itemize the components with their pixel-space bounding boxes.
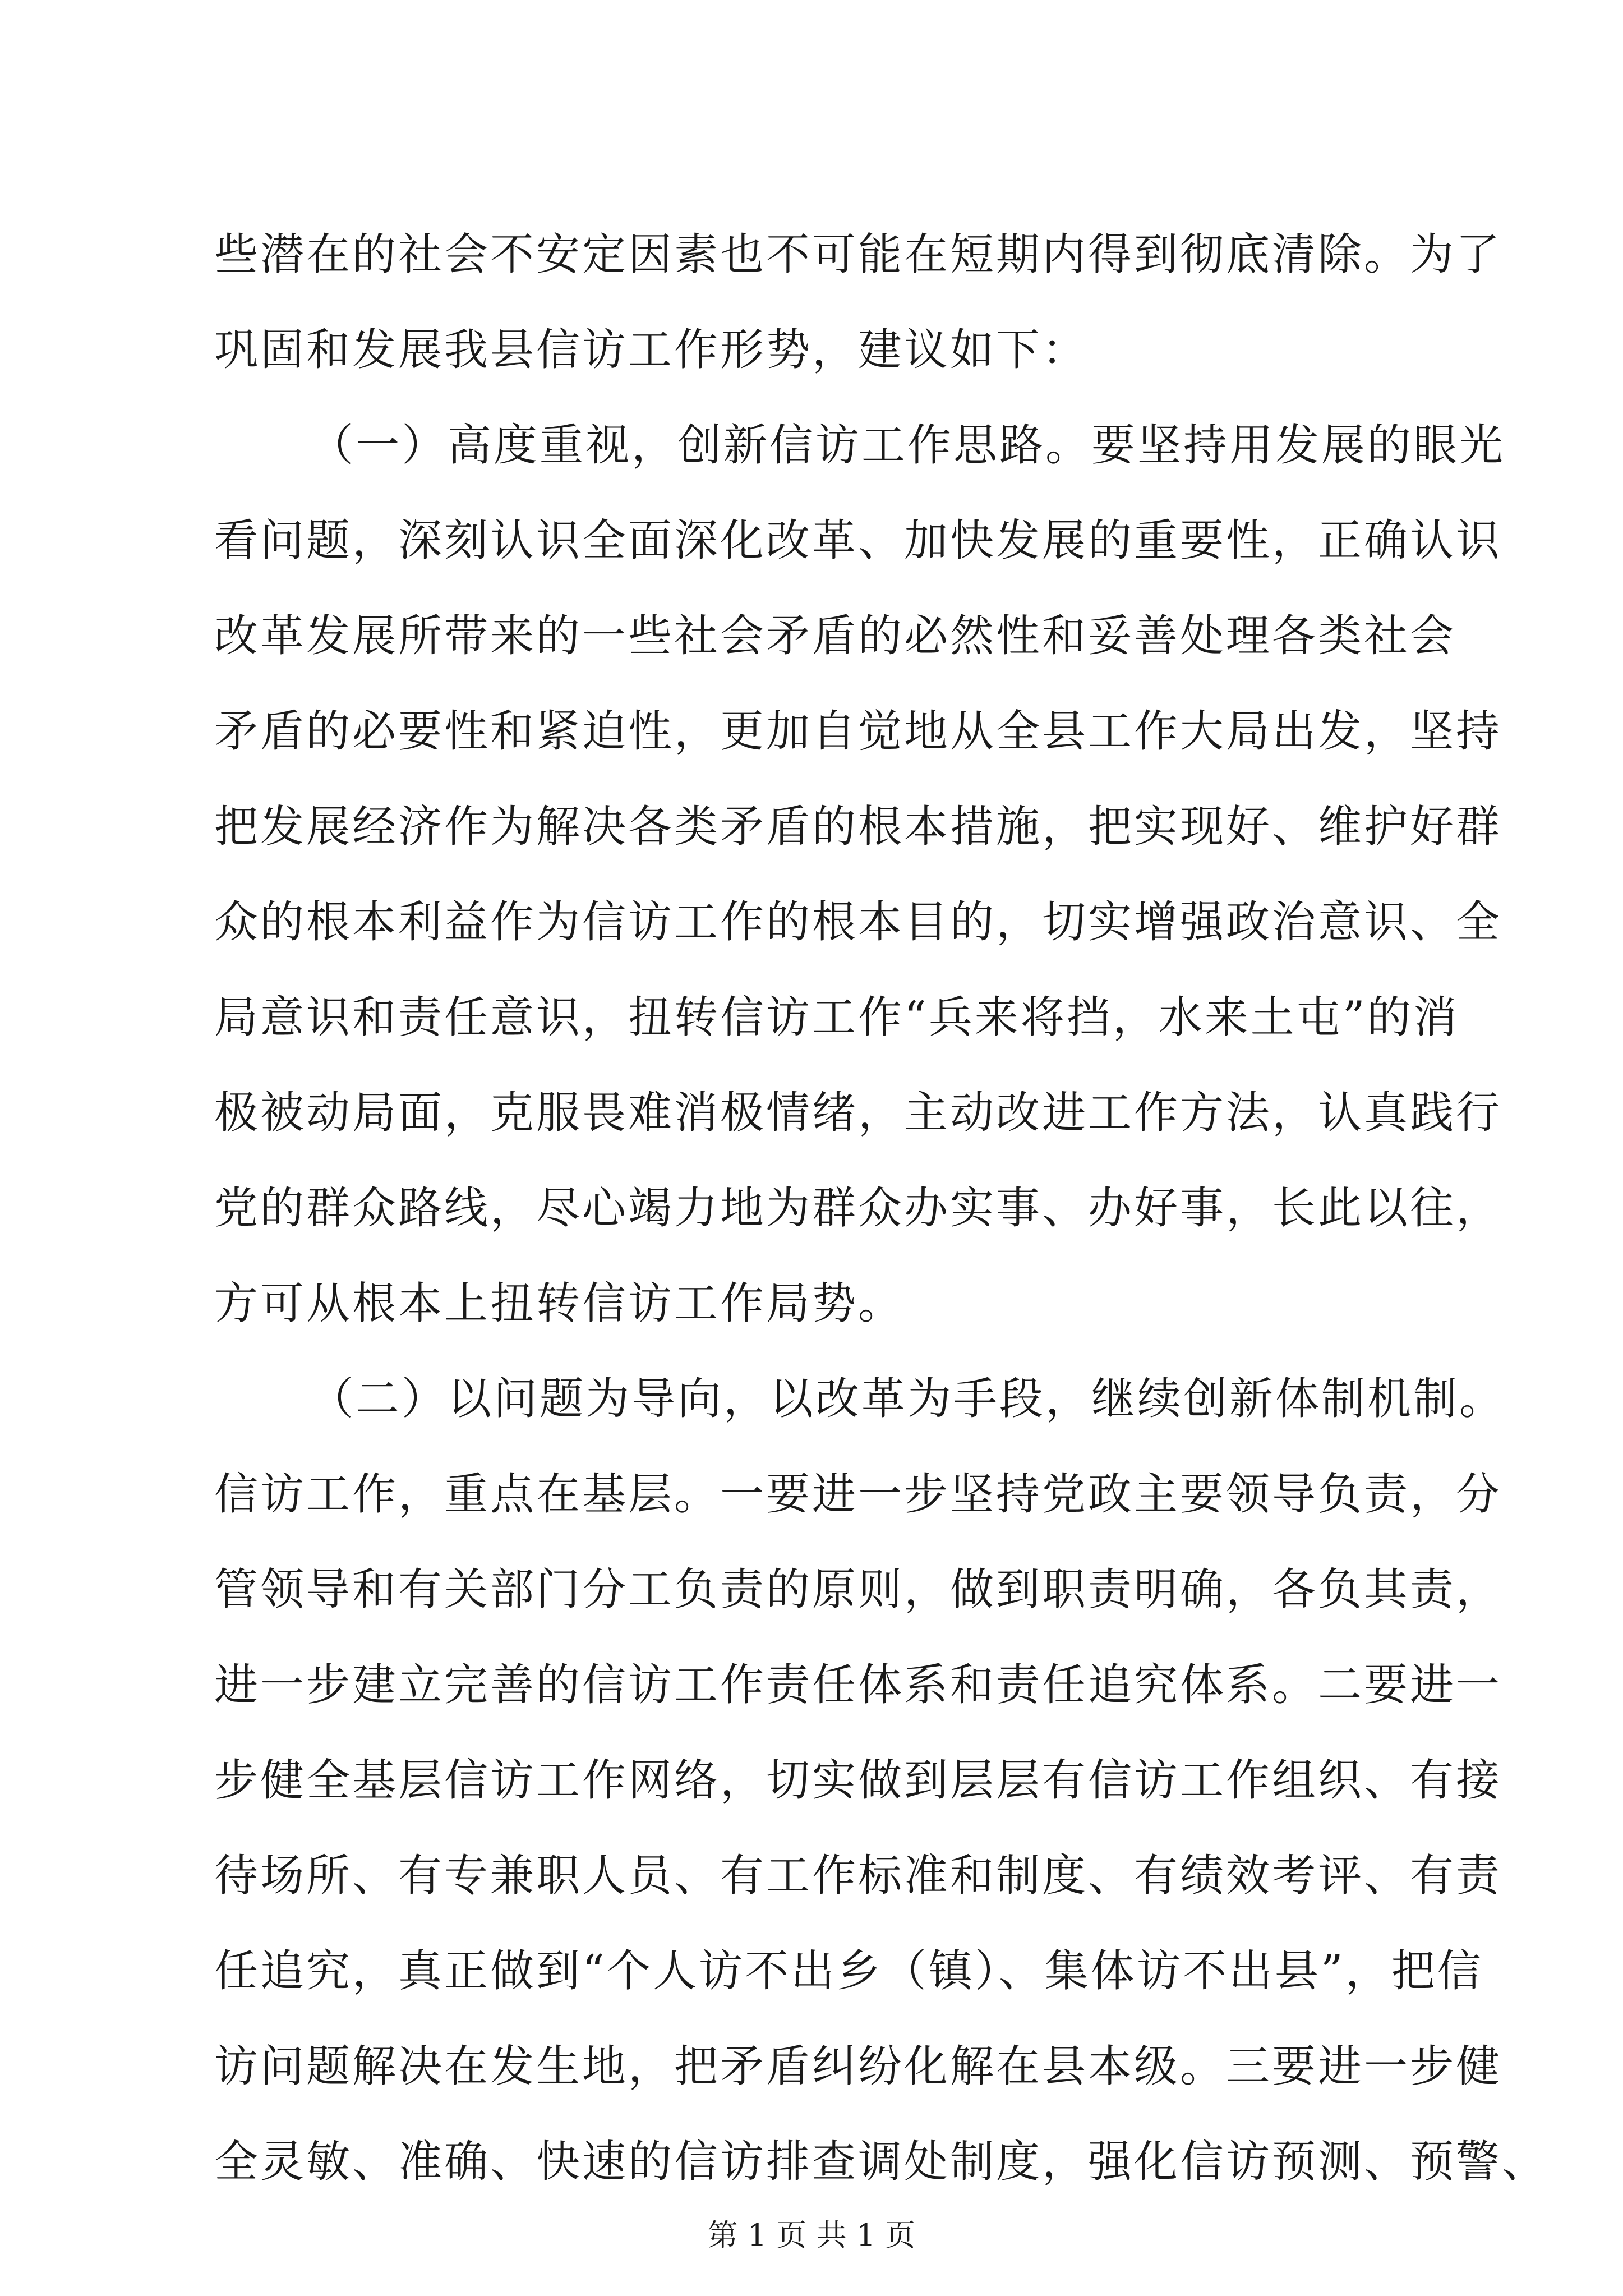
text-line-21: 全灵敏、准确、快速的信访排查调处制度，强化信访预测、预警、: [214, 2137, 1548, 2187]
paragraph-2-start: （二）以问题为导向，以改革为手段，继续创新体制机制。: [310, 1374, 1506, 1424]
text-line-2: 巩固和发展我县信访工作形势，建议如下：: [214, 325, 1089, 375]
text-line-12: 方可从根本上扭转信访工作局势。: [214, 1278, 905, 1329]
text-line-14: 信访工作，重点在基层。一要进一步坚持党政主要领导负责，分: [214, 1469, 1502, 1520]
text-line-4: 看问题，深刻认识全面深化改革、加快发展的重要性，正确认识: [214, 516, 1502, 566]
text-line-20: 访问题解决在发生地，把矛盾纠纷化解在县本级。三要进一步健: [214, 2041, 1502, 2092]
text-line-11: 党的群众路线，尽心竭力地为群众办实事、办好事，长此以往，: [214, 1183, 1502, 1234]
text-line-7: 把发展经济作为解决各类矛盾的根本措施，把实现好、维护好群: [214, 802, 1502, 852]
text-line-17: 步健全基层信访工作网络，切实做到层层有信访工作组织、有接: [214, 1755, 1502, 1806]
text-line-1: 些潜在的社会不安定因素也不可能在短期内得到彻底清除。为了: [214, 229, 1502, 280]
text-line-5: 改革发展所带来的一些社会矛盾的必然性和妥善处理各类社会: [214, 611, 1456, 661]
text-line-18: 待场所、有专兼职人员、有工作标准和制度、有绩效考评、有责: [214, 1851, 1502, 1901]
text-line-9: 局意识和责任意识，扭转信访工作“兵来将挡，水来土屯”的消: [214, 992, 1459, 1043]
paragraph-1-start: （一）高度重视，创新信访工作思路。要坚持用发展的眼光: [310, 420, 1506, 471]
text-line-8: 众的根本利益作为信访工作的根本目的，切实增强政治意识、全: [214, 897, 1502, 947]
page-footer: 第 1 页 共 1 页: [707, 2217, 916, 2253]
text-line-10: 极被动局面，克服畏难消极情绪，主动改进工作方法，认真践行: [214, 1088, 1502, 1138]
text-line-19: 任追究，真正做到“个人访不出乡（镇）、集体访不出县”，把信: [214, 1946, 1483, 1996]
text-line-15: 管领导和有关部门分工负责的原则，做到职责明确，各负其责，: [214, 1565, 1502, 1615]
text-line-16: 进一步建立完善的信访工作责任体系和责任追究体系。二要进一: [214, 1660, 1502, 1710]
text-line-6: 矛盾的必要性和紧迫性，更加自觉地从全县工作大局出发，坚持: [214, 706, 1502, 757]
